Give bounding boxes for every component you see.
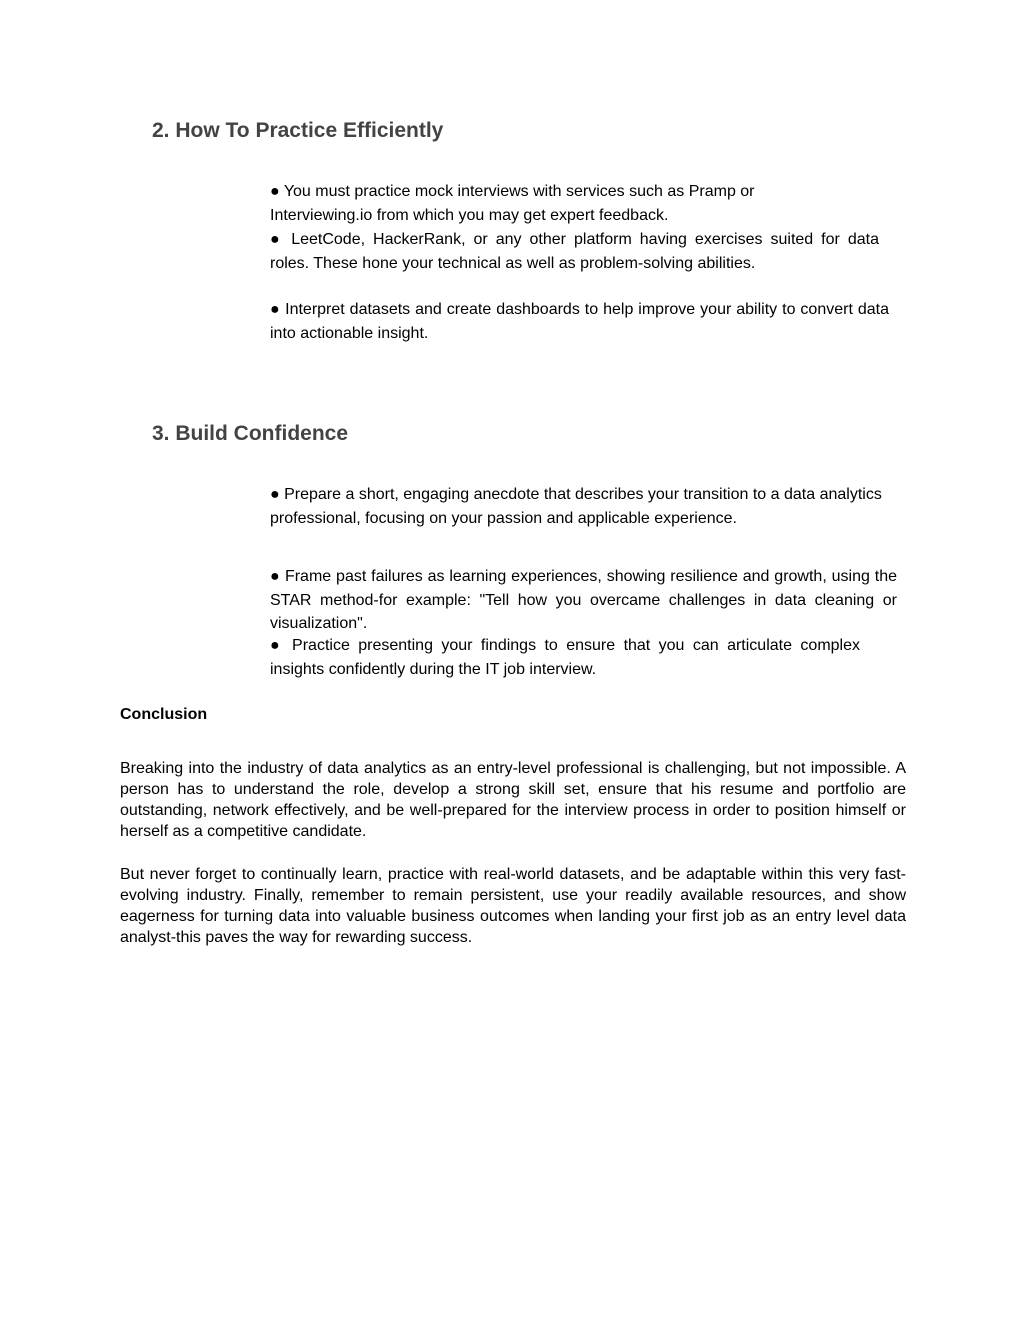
section-heading-practice: 2. How To Practice Efficiently [152, 119, 444, 142]
bullet-mock-interviews: ● You must practice mock interviews with services such as Pramp or Interviewing.io from which you may get expert feedback. [270, 183, 755, 224]
bullet-star-method: ● Frame past failures as learning experiences, showing resilience and growth, using the STAR method-for example: "Tell how you overcame challenges in data cleaning or visualization". [270, 568, 897, 632]
section-heading-confidence: 3. Build Confidence [152, 422, 349, 445]
bullet-coding-platforms: ● LeetCode, HackerRank, or any other platform having exercises suited for data roles. These hone your technical as well as problem-solving abilities. [270, 231, 879, 272]
conclusion-paragraph-2: But never forget to continually learn, practice with real-world datasets, and be adaptable within this very fast-evolving industry. Finally, remember to remain persistent, use your readily available resources, and show eagerness for turning data into valuable business outcomes when landing your first job as an entry level data analyst-this paves the way for rewarding success. [120, 866, 906, 946]
conclusion-paragraph-1: Breaking into the industry of data analytics as an entry-level professional is challenging, but not impossible. A person has to understand the role, develop a strong skill set, ensure that his resume and portfolio are outstanding, network effectively, and be well-prepared for the interview process in order to position himself or herself as a competitive candidate. [120, 760, 906, 840]
bullet-dashboards: ● Interpret datasets and create dashboards to help improve your ability to convert data into actionable insight. [270, 301, 889, 342]
bullet-presenting: ● Practice presenting your findings to ensure that you can articulate complex insights confidently during the IT job interview. [270, 637, 860, 678]
conclusion-heading: Conclusion [120, 706, 208, 723]
bullet-anecdote: ● Prepare a short, engaging anecdote that describes your transition to a data analytics professional, focusing on your passion and applicable experience. [270, 486, 882, 527]
